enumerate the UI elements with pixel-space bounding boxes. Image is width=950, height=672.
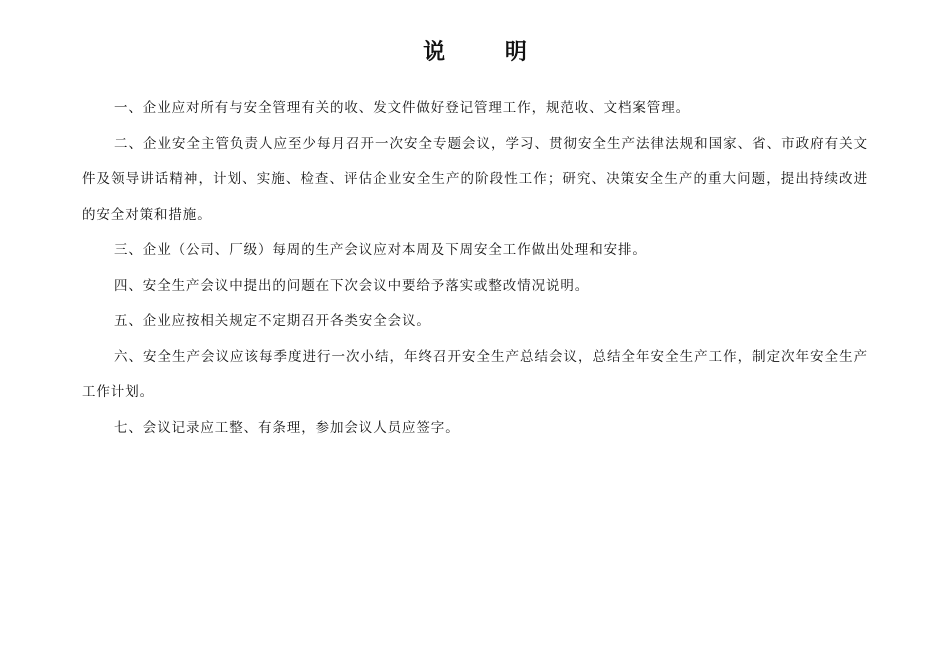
instruction-item-2: 二、企业安全主管负责人应至少每月召开一次安全专题会议，学习、贯彻安全生产法律法规和国家、省、市政府有关文件及领导讲话精神，计划、实施、检查、评估企业安全生产的阶段性工作；研究、决策安全生产的重大问题，提出持续改进的安全对策和措施。 xyxy=(82,135,868,223)
instruction-item-6: 六、安全生产会议应该每季度进行一次小结，年终召开安全生产总结会议，总结全年安全生产工作，制定次年安全生产工作计划。 xyxy=(82,348,868,400)
instruction-item-7: 七、会议记录应工整、有条理，参加会议人员应签字。 xyxy=(114,419,460,436)
page-title: 说 明 xyxy=(423,40,553,65)
instruction-item-4: 四、安全生产会议中提出的问题在下次会议中要给予落实或整改情况说明。 xyxy=(114,277,590,294)
instruction-item-1: 一、企业应对所有与安全管理有关的收、发文件做好登记管理工作，规范收、文档案管理。 xyxy=(114,100,690,116)
instruction-list xyxy=(82,91,868,446)
instruction-item-3: 三、企业（公司、厂级）每周的生产会议应对本周及下周安全工作做出处理和安排。 xyxy=(114,242,647,258)
instruction-item-5: 五、企业应按相关规定不定期召开各类安全会议。 xyxy=(114,313,431,329)
